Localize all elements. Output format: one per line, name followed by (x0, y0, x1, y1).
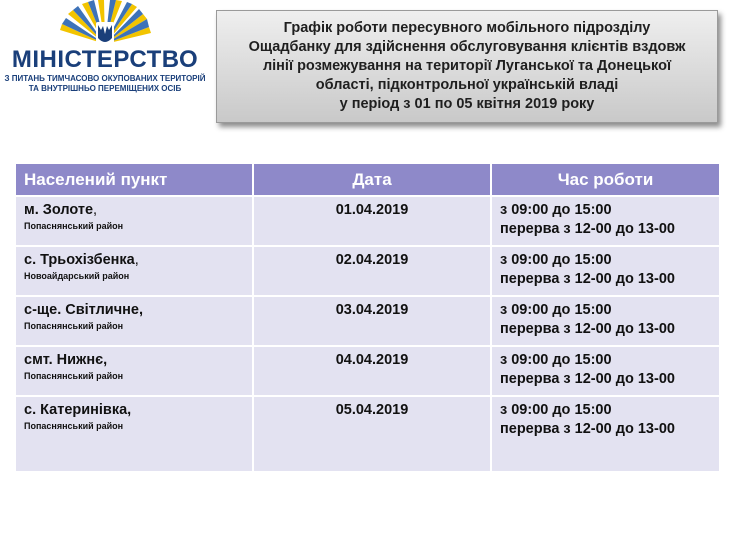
hours-cell (491, 396, 720, 472)
location-name: с. Катеринівка, (24, 402, 132, 418)
district-name: Попаснянський район (24, 321, 124, 331)
hours-cell (491, 246, 720, 296)
working-hours: з 09:00 до 15:00 (500, 202, 612, 218)
break-hours: перерва з 12-00 до 13-00 (500, 371, 675, 387)
title-line-2: Ощадбанку для здійснення обслуговування клієнтів вздовж (248, 39, 686, 55)
date-cell (253, 196, 491, 246)
schedule-table (14, 162, 721, 473)
break-hours: перерва з 12-00 до 13-00 (500, 321, 675, 337)
header-hours: Час роботи (491, 163, 720, 196)
date-cell (253, 346, 491, 396)
location-cell (15, 296, 253, 346)
date-cell (253, 296, 491, 346)
table-row (15, 196, 720, 246)
header-location: Населений пункт (15, 163, 253, 196)
table-row (15, 346, 720, 396)
location-name: с. Трьохізбенка (24, 252, 135, 268)
logo-title: МІНІСТЕРСТВО (11, 46, 199, 73)
table-row (15, 296, 720, 346)
district-name: Попаснянський район (24, 371, 124, 381)
date-value: 02.04.2019 (335, 252, 409, 268)
schedule-title-box (216, 10, 718, 123)
location-comma: , (93, 202, 98, 218)
table-row (15, 396, 720, 472)
date-cell (253, 246, 491, 296)
schedule-title (241, 19, 694, 114)
logo-subtitle (2, 74, 208, 94)
location-cell (15, 246, 253, 296)
logo-subtitle-line-2: ТА ВНУТРІШНЬО ПЕРЕМІЩЕНИХ ОСІБ (28, 84, 182, 93)
hours-cell (491, 196, 720, 246)
date-value: 05.04.2019 (335, 402, 409, 418)
ministry-logo (0, 0, 210, 100)
hours-cell (491, 346, 720, 396)
location-cell (15, 346, 253, 396)
title-line-5: у період з 01 по 05 квітня 2019 року (339, 96, 595, 112)
working-hours: з 09:00 до 15:00 (500, 252, 612, 268)
title-line-3: лінії розмежування на території Луганської та Донецької (262, 58, 672, 74)
break-hours: перерва з 12-00 до 13-00 (500, 421, 675, 437)
title-line-1: Графік роботи пересувного мобільного підрозділу (283, 20, 651, 36)
header-date: Дата (253, 163, 491, 196)
logo-subtitle-line-1: З ПИТАНЬ ТИМЧАСОВО ОКУПОВАНИХ ТЕРИТОРІЙ (4, 74, 206, 83)
date-value: 04.04.2019 (335, 352, 409, 368)
location-comma: , (134, 252, 139, 268)
title-line-4: області, підконтрольної українській владі (315, 77, 619, 93)
table-row (15, 246, 720, 296)
location-cell (15, 196, 253, 246)
break-hours: перерва з 12-00 до 13-00 (500, 271, 675, 287)
location-name: с-ще. Світличне, (24, 302, 143, 318)
working-hours: з 09:00 до 15:00 (500, 402, 612, 418)
break-hours: перерва з 12-00 до 13-00 (500, 221, 675, 237)
hours-cell (491, 296, 720, 346)
location-name: м. Золоте (24, 202, 94, 218)
district-name: Новоайдарський район (24, 271, 130, 281)
district-name: Попаснянський район (24, 421, 124, 431)
working-hours: з 09:00 до 15:00 (500, 352, 612, 368)
date-cell (253, 396, 491, 472)
working-hours: з 09:00 до 15:00 (500, 302, 612, 318)
district-name: Попаснянський район (24, 221, 124, 231)
date-value: 01.04.2019 (335, 202, 409, 218)
date-value: 03.04.2019 (335, 302, 409, 318)
location-cell (15, 396, 253, 472)
table-header-row (15, 163, 720, 196)
location-name: смт. Нижнє, (24, 352, 108, 368)
